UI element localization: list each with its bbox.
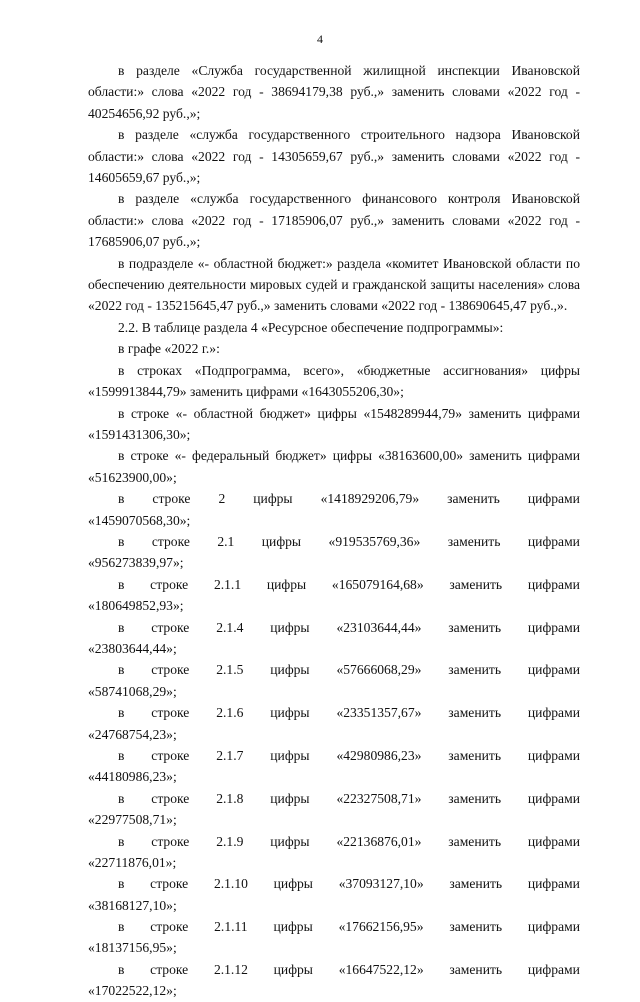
row-word-row: строке: [151, 662, 190, 678]
row-word-digits: цифры: [270, 747, 310, 763]
paragraph-financial-control: в разделе «служба государственного финансового контроля Ивановской области:» слова «2022 год - 17185906,07 руб.,» заменить словами «2022 год - 17685906,07 руб.,»;: [88, 191, 580, 250]
row-word-with-digits: цифрами: [527, 705, 580, 721]
row-word-with-digits: цифрами: [527, 833, 580, 849]
row-amendment-line: [88, 788, 580, 809]
row-word-row: строке: [151, 833, 190, 849]
row-word-replace: заменить: [448, 619, 502, 635]
row-word-in: в: [118, 790, 125, 806]
row-word-with-digits: цифрами: [527, 619, 580, 635]
paragraph-federal-budget: в строке «- федеральный бюджет» цифры «38163600,00» заменить цифрами «51623900,00»;: [88, 448, 580, 485]
row-old-value: «57666068,29»: [336, 662, 422, 678]
row-number: 2.1.7: [216, 747, 244, 763]
row-amendment-line: [88, 916, 580, 937]
row-number: 2.1.8: [216, 790, 244, 806]
row-number: 2.1.5: [216, 662, 244, 678]
row-number: 2: [218, 491, 226, 507]
paragraph-column-2022: в графе «2022 г.»:: [118, 341, 220, 357]
row-word-digits: цифры: [270, 833, 310, 849]
row-word-row: строке: [150, 919, 189, 935]
row-word-in: в: [118, 876, 125, 892]
paragraph-magistrates-committee: в подразделе «- областной бюджет:» раздела «комитет Ивановской области по обеспечению деятельности мировых судей и гражданской защиты населения» слова «2022 год - 135215645,47 руб.,» заменить словами «2022 год - 138690645,47 руб.,».: [88, 255, 580, 314]
row-new-value: «22711876,01»;: [88, 854, 177, 870]
row-word-row: строке: [150, 876, 189, 892]
row-word-replace: заменить: [447, 533, 501, 549]
row-old-value: «22136876,01»: [336, 833, 422, 849]
row-amendment-line: [88, 873, 580, 894]
row-word-replace: заменить: [448, 790, 502, 806]
row-word-replace: заменить: [448, 747, 502, 763]
row-amendment: [88, 873, 580, 916]
row-word-in: в: [118, 576, 125, 592]
row-word-with-digits: цифрами: [527, 491, 580, 507]
row-old-value: «37093127,10»: [338, 876, 424, 892]
row-new-value: «22977508,71»;: [88, 812, 177, 828]
row-amendment: [88, 574, 580, 617]
row-amendment: [88, 617, 580, 660]
row-amendment-line: [88, 745, 580, 766]
row-old-value: «17662156,95»: [338, 919, 424, 935]
paragraph-housing-inspection: в разделе «Служба государственной жилищной инспекции Ивановской области:» слова «2022 год - 38694179,38 руб.,» заменить словами «2022 год - 40254656,92 руб.,»;: [88, 63, 580, 121]
row-word-digits: цифры: [266, 576, 307, 592]
row-amendments-list: [88, 488, 580, 1002]
row-word-with-digits: цифрами: [527, 919, 580, 935]
row-word-replace: заменить: [448, 833, 502, 849]
row-word-replace: заменить: [449, 919, 503, 935]
row-number: 2.1.6: [216, 705, 244, 721]
row-amendment: [88, 531, 580, 574]
row-word-replace: заменить: [449, 961, 503, 977]
row-word-row: строке: [151, 790, 190, 806]
row-new-value: «17022522,12»;: [88, 983, 177, 999]
paragraph-subprogram-total: в строках «Подпрограмма, всего», «бюджетные ассигнования» цифры «1599913844,79» заменить цифрами «1643055206,30»;: [88, 362, 580, 400]
row-word-with-digits: цифрами: [527, 533, 580, 549]
paragraph-construction-supervision: в разделе «служба государственного строительного надзора Ивановской области:» слова «2022 год - 14305659,67 руб.,» заменить словами «2022 год - 14605659,67 руб.,»;: [88, 127, 580, 186]
row-word-in: в: [118, 491, 125, 507]
row-amendment-line: [88, 959, 580, 980]
row-word-row: строке: [150, 961, 189, 977]
row-new-value: «24768754,23»;: [88, 726, 177, 742]
row-word-digits: цифры: [261, 533, 302, 549]
row-word-with-digits: цифрами: [527, 747, 580, 763]
row-word-digits: цифры: [253, 491, 293, 507]
row-word-with-digits: цифрами: [527, 876, 580, 892]
row-new-value: «38168127,10»;: [88, 897, 177, 913]
row-number: 2.1.1: [213, 576, 242, 592]
paragraph-regional-budget: в строке «- областной бюджет» цифры «1548289944,79» заменить цифрами «1591431306,30»;: [88, 405, 580, 442]
row-number: 2.1.9: [216, 833, 244, 849]
row-word-in: в: [118, 533, 125, 549]
row-word-in: в: [118, 961, 125, 977]
row-amendment-line: [88, 617, 580, 638]
row-old-value: «23103644,44»: [336, 619, 422, 635]
row-word-digits: цифры: [273, 961, 313, 977]
row-new-value: «180649852,93»;: [88, 598, 184, 614]
page-number: 4: [317, 32, 323, 46]
row-number: 2.1: [217, 533, 235, 549]
row-word-row: строке: [151, 533, 190, 549]
row-word-digits: цифры: [273, 876, 313, 892]
row-word-with-digits: цифрами: [527, 961, 580, 977]
row-amendment-line: [88, 831, 580, 852]
row-amendment-line: [88, 488, 580, 509]
row-amendment-line: [88, 531, 580, 552]
row-amendment: [88, 745, 580, 788]
row-word-digits: цифры: [270, 662, 310, 678]
row-word-digits: цифры: [273, 919, 313, 935]
row-word-digits: цифры: [270, 790, 310, 806]
row-new-value: «44180986,23»;: [88, 769, 177, 785]
row-amendment: [88, 788, 580, 831]
row-word-row: строке: [151, 705, 190, 721]
row-new-value: «23803644,44»;: [88, 640, 177, 656]
row-new-value: «18137156,95»;: [88, 940, 177, 956]
row-amendment: [88, 916, 580, 959]
row-word-row: строке: [152, 491, 191, 507]
row-amendment-line: [88, 574, 580, 595]
row-word-with-digits: цифрами: [527, 576, 580, 592]
row-number: 2.1.10: [213, 876, 248, 892]
row-word-replace: заменить: [447, 491, 500, 507]
row-number: 2.1.12: [213, 961, 248, 977]
row-amendment: [88, 659, 580, 702]
row-new-value: «956273839,97»;: [88, 555, 184, 571]
row-amendment: [88, 959, 580, 1002]
row-word-in: в: [118, 705, 125, 721]
row-word-replace: заменить: [448, 662, 502, 678]
row-old-value: «23351357,67»: [336, 705, 422, 721]
row-word-row: строке: [150, 576, 189, 592]
row-number: 2.1.4: [216, 619, 244, 635]
row-amendment-line: [88, 702, 580, 723]
row-word-row: строке: [151, 619, 190, 635]
row-old-value: «22327508,71»: [336, 790, 422, 806]
row-word-with-digits: цифрами: [527, 662, 580, 678]
row-new-value: «58741068,29»;: [88, 683, 177, 699]
row-word-in: в: [118, 747, 125, 763]
row-word-replace: заменить: [449, 576, 503, 592]
row-old-value: «16647522,12»: [338, 961, 424, 977]
row-word-in: в: [118, 919, 125, 935]
row-amendment-line: [88, 659, 580, 680]
row-amendment: [88, 488, 580, 531]
row-old-value: «919535769,36»: [328, 533, 421, 549]
row-word-in: в: [118, 619, 125, 635]
row-word-in: в: [118, 662, 125, 678]
row-word-digits: цифры: [270, 619, 310, 635]
row-old-value: «165079164,68»: [331, 576, 424, 592]
row-word-row: строке: [151, 747, 190, 763]
row-amendment: [88, 702, 580, 745]
row-word-with-digits: цифрами: [527, 790, 580, 806]
paragraph-section-2-2: 2.2. В таблице раздела 4 «Ресурсное обеспечение подпрограммы»:: [118, 319, 504, 335]
row-old-value: «1418929206,79»: [320, 491, 420, 507]
row-old-value: «42980986,23»: [336, 747, 422, 763]
row-word-replace: заменить: [448, 705, 502, 721]
row-number: 2.1.11: [214, 919, 248, 935]
row-word-replace: заменить: [449, 876, 503, 892]
row-word-digits: цифры: [270, 705, 310, 721]
row-new-value: «1459070568,30»;: [88, 512, 191, 528]
row-word-in: в: [118, 833, 125, 849]
document-body: [88, 60, 580, 1002]
row-amendment: [88, 831, 580, 874]
